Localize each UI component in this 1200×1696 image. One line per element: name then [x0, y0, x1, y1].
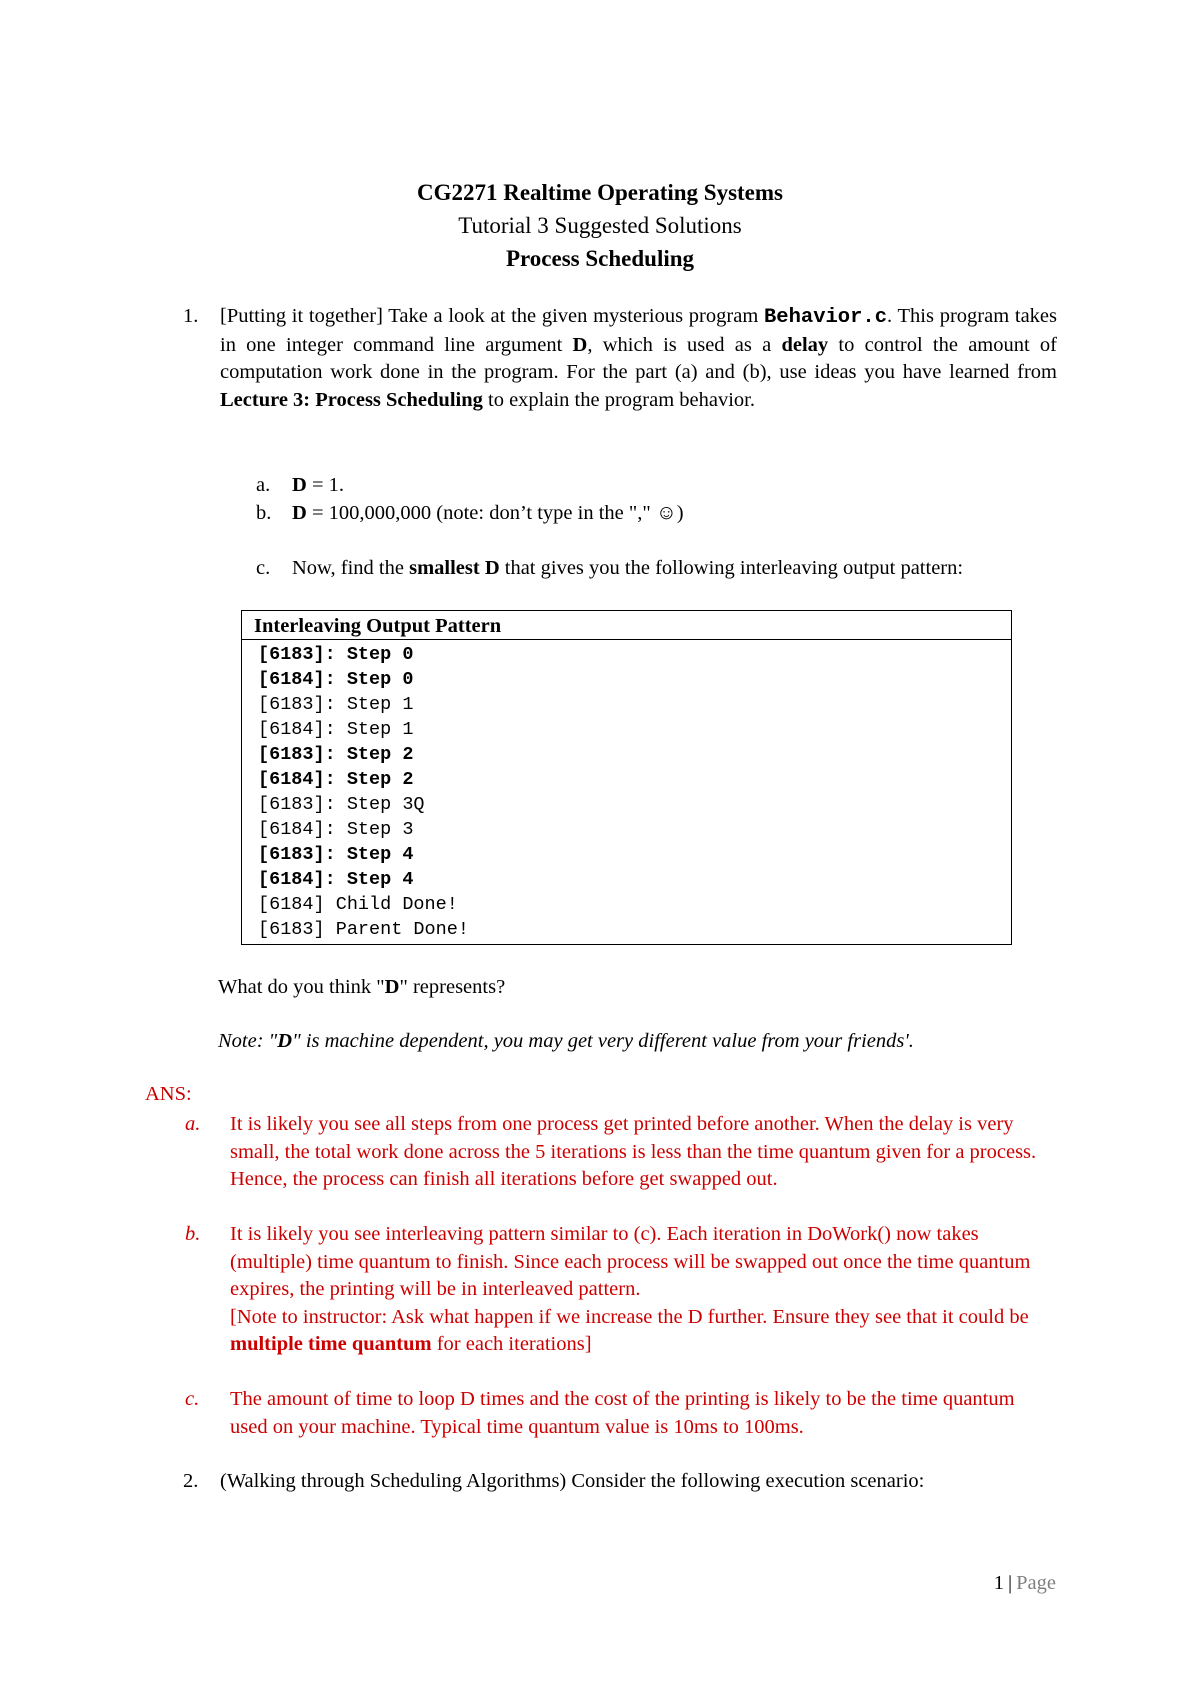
answer-b: [185, 1221, 1057, 1359]
subpart-c-post: that gives you the following interleaving output pattern:: [499, 557, 964, 579]
var-d: D: [292, 502, 307, 524]
answer-a: [185, 1111, 1057, 1194]
lecture-reference: Lecture 3: Process Scheduling: [220, 388, 483, 411]
pattern-line: [6183]: Step 0: [258, 644, 414, 665]
pattern-row: [242, 742, 1012, 767]
pattern-line: [6183]: Step 3Q: [258, 794, 425, 815]
d-question-post: " represents?: [399, 976, 506, 998]
note-post: " is machine dependent, you may get very different value from your friends'.: [292, 1030, 914, 1052]
answer-b-main: It is likely you see interleaving pattern similar to (c). Each iteration in DoWork() now takes (multiple) time quantum to finish. Since each process will be swapped out once the time quantum expires, the printing will be in interleaved pattern.: [230, 1223, 1031, 1300]
pattern-row: [242, 892, 1012, 917]
program-name: Behavior.c: [764, 306, 888, 329]
table-body: [242, 640, 1012, 945]
answer-b-label: b.: [185, 1223, 201, 1245]
answer-c-label: c.: [185, 1388, 200, 1410]
question-1-number: 1.: [183, 305, 199, 327]
pattern-row: [242, 767, 1012, 792]
machine-note: [218, 1028, 1098, 1056]
topic-title: Process Scheduling: [505, 246, 695, 271]
pattern-row: [242, 917, 1012, 945]
pattern-line: [6184]: Step 3: [258, 819, 414, 840]
pattern-line: [6183]: Step 1: [258, 694, 414, 715]
pattern-row: [242, 842, 1012, 867]
subpart-c-text: [292, 555, 1056, 583]
subpart-a-text: [292, 472, 344, 500]
subpart-c-label: c.: [256, 557, 271, 579]
subpart-a-label: a.: [256, 474, 271, 496]
pattern-line: [6183]: Step 4: [258, 844, 414, 865]
arg-name: D: [572, 333, 588, 356]
d-question: [218, 974, 1068, 1002]
subpart-a-rest: = 1.: [306, 474, 344, 496]
subpart-b-rest: = 100,000,000 (note: don’t type in the "," ☺): [306, 502, 684, 524]
pattern-line: [6184]: Step 1: [258, 719, 414, 740]
intro-text: to control the amount of computation work done in the program. For the part (a) and (b), use ideas you have learned from: [220, 333, 1058, 383]
pattern-row: [242, 640, 1012, 668]
var-d: D: [384, 976, 400, 998]
delay-word: delay: [781, 333, 829, 356]
var-d: D: [292, 474, 307, 496]
page-word: Page: [1016, 1572, 1056, 1594]
course-title: CG2271 Realtime Operating Systems: [416, 180, 784, 205]
subpart-b-text: [292, 500, 684, 528]
pattern-row: [242, 692, 1012, 717]
page-number: 1: [993, 1572, 1005, 1594]
interleaving-pattern-table: [241, 610, 1012, 945]
pattern-line: [6184]: Step 4: [258, 869, 414, 890]
answer-a-label: a.: [185, 1113, 201, 1135]
table-header: Interleaving Output Pattern: [242, 611, 1012, 640]
answer-c-text: The amount of time to loop D times and the cost of the printing is likely to be the time quantum used on your machine. Typical time quantum value is 10ms to 100ms.: [230, 1388, 1015, 1438]
instructor-note-pre: [Note to instructor: Ask what happen if we increase the D further. Ensure they see that it could be: [230, 1305, 1029, 1328]
subpart-c-pre: Now, find the: [292, 557, 410, 579]
title-block: [0, 176, 1200, 275]
instructor-note: [230, 1304, 1057, 1359]
footer-separator: |: [1008, 1572, 1013, 1594]
answer-c: [185, 1386, 1057, 1441]
question-1-intro: [220, 303, 1057, 414]
tutorial-title: Tutorial 3 Suggested Solutions: [458, 213, 742, 238]
answer-a-text: It is likely you see all steps from one process get printed before another. When the delay is very small, the total work done across the 5 iterations is less than the time quantum given for a process. Hence, the process can finish all iterations before get swapped out.: [230, 1113, 1037, 1190]
intro-text: , which is used as a: [587, 333, 782, 356]
question-2-text: (Walking through Scheduling Algorithms) Consider the following execution scenario:: [220, 1470, 925, 1492]
pattern-row: [242, 667, 1012, 692]
pattern-row: [242, 817, 1012, 842]
pattern-line: [6184] Child Done!: [258, 894, 458, 915]
intro-text: . This program takes in one integer command line argument: [220, 305, 1057, 356]
subpart-b-label: b.: [256, 502, 272, 524]
answer-label: ANS:: [145, 1083, 192, 1105]
pattern-line: [6184]: Step 2: [258, 769, 414, 790]
instructor-note-bold: multiple time quantum: [230, 1333, 432, 1355]
pattern-line: [6183] Parent Done!: [258, 919, 469, 940]
pattern-line: [6184]: Step 0: [258, 669, 414, 690]
page-footer: [994, 1572, 1056, 1595]
intro-text: [Putting it together] Take a look at the given mysterious program: [220, 305, 764, 327]
pattern-row: [242, 867, 1012, 892]
question-2-number: 2.: [183, 1470, 199, 1492]
answer-b-text: [230, 1221, 1057, 1359]
pattern-row: [242, 792, 1012, 817]
pattern-line: [6183]: Step 2: [258, 744, 414, 765]
note-pre: Note: ": [218, 1030, 278, 1052]
instructor-note-post: for each iterations]: [431, 1333, 592, 1355]
var-d: D: [277, 1030, 293, 1052]
question-1: [185, 303, 1057, 414]
intro-text: to explain the program behavior.: [482, 388, 756, 411]
d-question-pre: What do you think ": [218, 976, 385, 998]
smallest-d: smallest D: [409, 557, 500, 579]
pattern-row: [242, 717, 1012, 742]
